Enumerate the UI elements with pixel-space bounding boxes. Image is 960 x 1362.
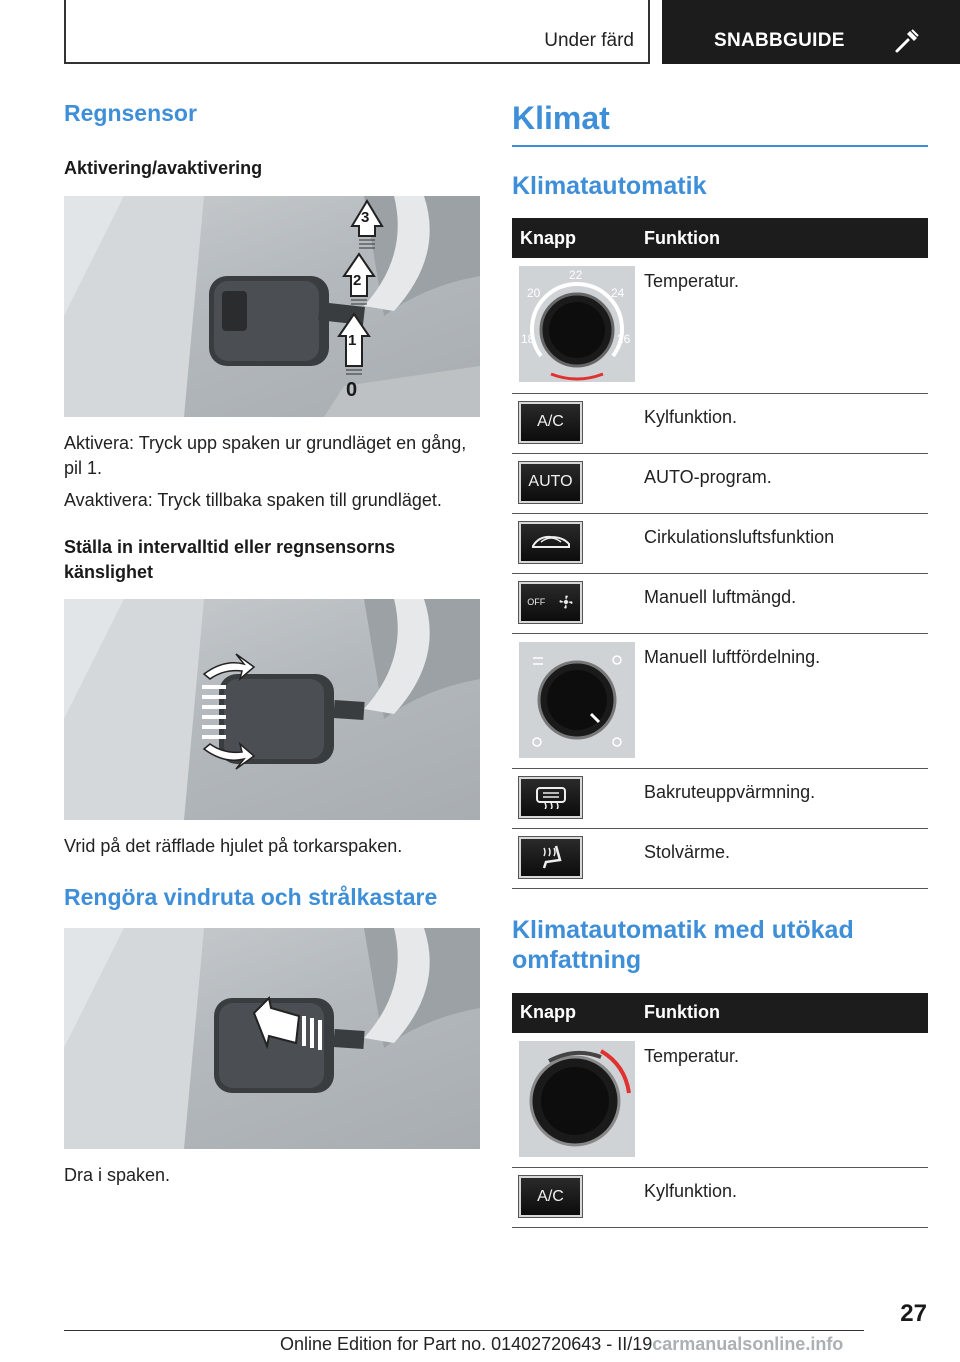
section-title-rain-sensor: Regnsensor — [64, 100, 197, 126]
paragraph-rotate: Vrid på det räfflade hjulet på torkarspaken. — [64, 836, 403, 856]
arrow-label-0: 0 — [346, 379, 358, 401]
air-distribution-knob-icon — [519, 642, 635, 758]
col-header-function: Funktion — [636, 993, 928, 1033]
table-row — [512, 513, 928, 573]
page-number: 27 — [900, 1300, 927, 1327]
ac-button-icon: A/C — [519, 402, 582, 443]
left-column — [64, 100, 480, 1188]
recirculation-button-icon — [519, 522, 582, 563]
function-text: Temperatur. — [636, 258, 928, 393]
footer-edition-text: Online Edition for Part no. 01402720643 - II/19 — [280, 1334, 653, 1354]
function-text: Temperatur. — [636, 1033, 928, 1168]
header-guide-label: SNABBGUIDE — [714, 30, 845, 51]
climate-table — [512, 218, 928, 889]
paragraph-activate: Aktivera: Tryck upp spaken ur grundläget en gång, pil 1. — [64, 433, 467, 478]
table-row — [512, 1168, 928, 1228]
table-row — [512, 258, 928, 393]
paragraph-deactivate: Avaktivera: Tryck tillbaka spaken till grundläget. — [64, 490, 442, 510]
rear-defroster-button-icon — [519, 777, 582, 818]
wiper-stalk-photo-1 — [64, 196, 480, 417]
temp-mark: 24 — [611, 286, 625, 300]
table-row — [512, 1033, 928, 1168]
temp-mark: 26 — [617, 332, 631, 346]
function-text: Bakruteuppvärmning. — [636, 768, 928, 828]
section-title-climate: Klimat — [512, 100, 610, 136]
table-row — [512, 633, 928, 768]
footer-watermark: carmanualsonline.info — [652, 1334, 844, 1354]
function-text: AUTO-program. — [636, 453, 928, 513]
extended-climate-table — [512, 993, 928, 1229]
header-section-label: Under färd — [544, 30, 634, 51]
table-row — [512, 453, 928, 513]
subheading-activation: Aktivering/avaktivering — [64, 158, 263, 178]
subheading-extended-climate: Klimatautomatik med utökad omfattning — [512, 915, 854, 974]
fan-icon — [558, 594, 574, 610]
auto-button-icon: AUTO — [519, 462, 582, 503]
wiper-stalk-photo-2 — [64, 599, 480, 820]
table-row — [512, 573, 928, 633]
function-text: Kylfunktion. — [636, 1168, 928, 1228]
temp-mark: 18 — [521, 332, 535, 346]
col-header-button: Knapp — [512, 993, 636, 1033]
temperature-knob-extended-icon — [519, 1041, 635, 1157]
wiper-stalk-photo-3 — [64, 928, 480, 1149]
header-section-box — [64, 0, 650, 64]
arrow-label-1: 1 — [348, 332, 357, 349]
subheading-interval: Ställa in intervalltid eller regnsensorns känslighet — [64, 537, 396, 582]
temp-mark: 20 — [527, 286, 541, 300]
function-text: Stolvärme. — [636, 828, 928, 888]
function-text: Manuell luftmängd. — [636, 573, 928, 633]
footer-edition — [280, 1334, 843, 1355]
table-row — [512, 828, 928, 888]
seat-heating-button-icon — [519, 837, 582, 878]
footer-rule — [64, 1330, 864, 1331]
title-rule — [512, 145, 928, 147]
fan-off-label: OFF — [527, 597, 546, 607]
temp-mark: 22 — [569, 268, 583, 282]
right-column — [512, 100, 928, 1228]
col-header-function: Funktion — [636, 218, 928, 258]
temperature-knob-icon — [519, 266, 635, 382]
function-text: Manuell luftfördelning. — [636, 633, 928, 768]
arrow-label-2: 2 — [353, 272, 362, 289]
section-title-washer: Rengöra vindruta och strålkastare — [64, 884, 438, 910]
function-text: Kylfunktion. — [636, 393, 928, 453]
ac-button-icon: A/C — [519, 1176, 582, 1217]
col-header-button: Knapp — [512, 218, 636, 258]
header-guide-box — [662, 0, 960, 64]
subheading-auto-climate: Klimatautomatik — [512, 172, 707, 200]
arrow-label-3: 3 — [361, 209, 370, 226]
wrench-icon — [894, 28, 920, 54]
function-text: Cirkulationsluftsfunktion — [636, 513, 928, 573]
table-row — [512, 768, 928, 828]
fan-button-icon — [519, 582, 582, 623]
paragraph-pull: Dra i spaken. — [64, 1165, 171, 1185]
table-row — [512, 393, 928, 453]
